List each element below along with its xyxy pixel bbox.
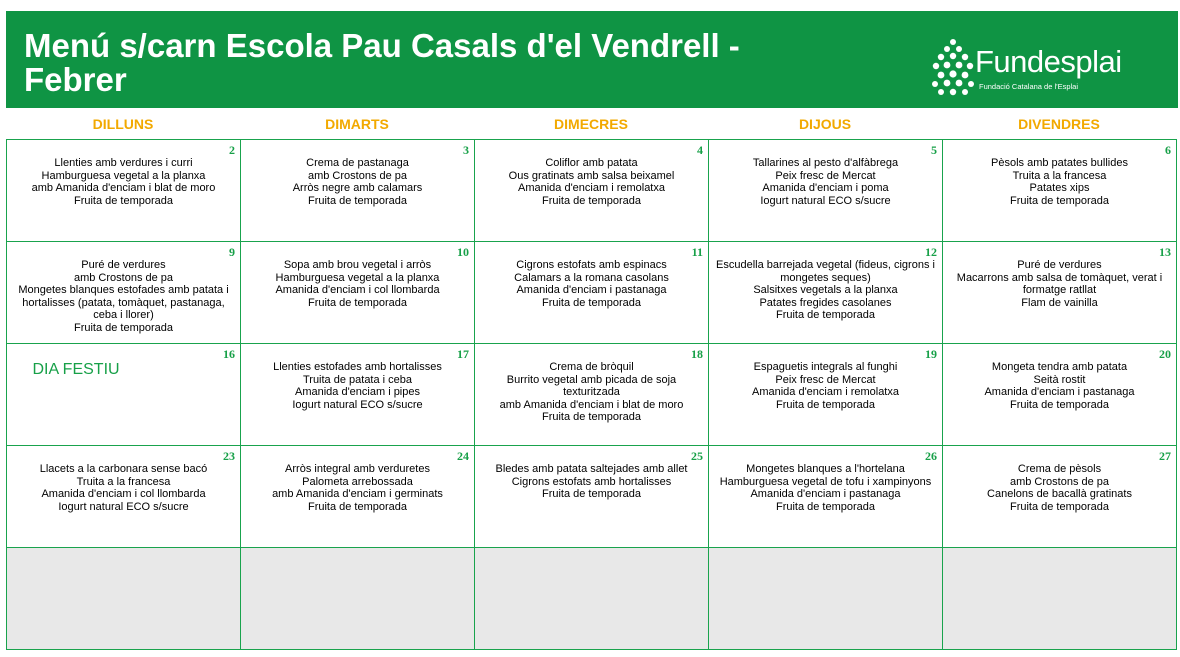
day-cell (942, 139, 1177, 242)
page-title: Menú s/carn Escola Pau Casals d'el Vendrell - Febrer (24, 27, 740, 98)
day-cell (240, 241, 475, 344)
holiday-label: DIA FESTIU (32, 361, 120, 378)
day-cell (708, 343, 943, 446)
dish-line: Fruita de temporada (307, 194, 408, 207)
dish-line: Fruita de temporada (541, 488, 642, 501)
day-cell (708, 139, 943, 242)
dish-line: Fruita de temporada (541, 296, 642, 309)
menu-dishes (947, 259, 1172, 309)
menu-dishes (479, 463, 704, 501)
weekday-label-monday: DILLUNS (92, 116, 154, 132)
day-cell (708, 241, 943, 344)
dish-line: Hamburguesa vegetal a la planxa (41, 169, 206, 182)
dish-line: Iogurt natural ECO s/sucre (58, 500, 189, 513)
empty-day-cell (6, 547, 241, 650)
menu-dishes (11, 463, 236, 513)
dish-line: Fruita de temporada (1009, 398, 1110, 411)
dish-line: Macarrons amb salsa de tomàquet, verat i formatge ratllat (956, 271, 1163, 297)
menu-dishes (947, 157, 1172, 207)
menu-dishes (713, 157, 938, 207)
dish-line: amb Amanida d'enciam i blat de moro (499, 398, 684, 411)
fundesplai-logo-icon (931, 38, 975, 98)
dish-line: Fruita de temporada (541, 194, 642, 207)
weekday-label-friday: DIVENDRES (1018, 116, 1100, 132)
dish-line: Amanida d'enciam i pastanaga (750, 488, 901, 501)
dish-line: Patates xips (1029, 182, 1090, 195)
menu-dishes (479, 259, 704, 309)
menu-dishes (947, 361, 1172, 411)
day-cell (474, 343, 709, 446)
dish-line: Amanida d'enciam i pastanaga (984, 386, 1135, 399)
dish-line: Arròs negre amb calamars (292, 182, 423, 195)
menu-dishes (11, 259, 236, 335)
dish-line: Fruita de temporada (73, 194, 174, 207)
day-number: 12 (925, 245, 937, 259)
dish-line: Calamars a la romana casolans (514, 271, 669, 284)
menu-dishes (245, 463, 470, 513)
weekday-label-tuesday: DIMARTS (325, 116, 389, 132)
menu-dishes (479, 361, 704, 424)
dish-line: Salsitxes vegetals a la planxa (753, 284, 898, 297)
dish-line: Mongetes blanques a l'hortelana (746, 463, 905, 475)
dish-line: Burrito vegetal amb picada de soja texturitzada (506, 373, 677, 399)
dish-line: Flam de vainilla (1021, 296, 1098, 309)
dish-line: Amanida d'enciam i pipes (294, 386, 420, 399)
day-cell (474, 139, 709, 242)
dish-line: amb Amanida d'enciam i germinats (272, 488, 443, 501)
dish-line: Mongetes blanques estofades amb patata i hortalisses (patata, tomàquet, pastanaga, ceba i llorer) (18, 284, 229, 322)
dish-line: Fruita de temporada (541, 411, 642, 424)
menu-dishes (479, 157, 704, 207)
day-number: 11 (691, 245, 703, 259)
day-number: 3 (463, 143, 469, 157)
dish-line: Fruita de temporada (307, 296, 408, 309)
dish-line: amb Crostons de pa (307, 169, 408, 182)
dish-line: Fruita de temporada (73, 321, 174, 334)
day-number: 27 (1159, 449, 1171, 463)
day-number: 19 (925, 347, 937, 361)
dish-line: Amanida d'enciam i pastanaga (516, 284, 667, 297)
dish-line: Fruita de temporada (1009, 500, 1110, 513)
dish-line: Crema de pastanaga (306, 157, 409, 169)
dish-line: Fruita de temporada (307, 500, 408, 513)
dish-line: Llenties amb verdures i curri (54, 157, 193, 169)
dish-line: Hamburguesa vegetal a la planxa (275, 271, 440, 284)
dish-line: Llacets a la carbonara sense bacó (39, 463, 208, 475)
day-number: 6 (1165, 143, 1171, 157)
dish-line: Pèsols amb patates bullides (991, 157, 1128, 169)
dish-line: Amanida d'enciam i col llombarda (275, 284, 440, 297)
dish-line: Amanida d'enciam i poma (762, 182, 889, 195)
menu-dishes (713, 361, 938, 411)
day-cell (474, 241, 709, 344)
dish-line: Llenties estofades amb hortalisses (273, 361, 442, 373)
logo-name: Fundesplai (975, 44, 1122, 79)
header-banner (6, 11, 1178, 108)
dish-line: Cigrons estofats amb hortalisses (511, 475, 672, 488)
dish-line: amb Crostons de pa (1009, 475, 1110, 488)
empty-day-cell (474, 547, 709, 650)
dish-line: Truita de patata i ceba (302, 373, 413, 386)
day-number: 18 (691, 347, 703, 361)
empty-day-cell (942, 547, 1177, 650)
menu-dishes (245, 361, 470, 411)
dish-line: Peix fresc de Mercat (775, 169, 876, 182)
fundesplai-logo (931, 36, 1161, 106)
menu-dishes (245, 157, 470, 207)
day-number: 26 (925, 449, 937, 463)
day-number: 13 (1159, 245, 1171, 259)
dish-line: Amanida d'enciam i remolatxa (517, 182, 665, 195)
day-cell (708, 445, 943, 548)
dish-line: Puré de verdures (1017, 259, 1102, 271)
logo-tagline: Fundació Catalana de l'Esplai (979, 82, 1078, 91)
menu-calendar-grid (6, 139, 1176, 649)
dish-line: Cigrons estofats amb espinacs (516, 259, 667, 271)
day-cell (6, 445, 241, 548)
day-number: 4 (697, 143, 703, 157)
dish-line: Seità rostit (1033, 373, 1086, 386)
day-cell (240, 445, 475, 548)
day-number: 9 (229, 245, 235, 259)
empty-day-cell (240, 547, 475, 650)
day-cell (942, 343, 1177, 446)
dish-line: amb Amanida d'enciam i blat de moro (31, 182, 216, 195)
menu-dishes (245, 259, 470, 309)
menu-dishes (713, 259, 938, 322)
dish-line: Iogurt natural ECO s/sucre (292, 398, 423, 411)
dish-line: Ous gratinats amb salsa beixamel (508, 169, 675, 182)
dish-line: Coliflor amb patata (545, 157, 638, 169)
day-number: 16 (223, 347, 235, 361)
dish-line: Fruita de temporada (775, 309, 876, 322)
dish-line: Palometa arrebossada (302, 475, 413, 488)
weekday-label-thursday: DIJOUS (798, 116, 852, 132)
dish-line: Arròs integral amb verduretes (285, 463, 430, 475)
day-cell (474, 445, 709, 548)
day-number: 24 (457, 449, 469, 463)
weekday-label-wednesday: DIMECRES (554, 116, 628, 132)
day-number: 20 (1159, 347, 1171, 361)
day-cell (6, 241, 241, 344)
day-number: 5 (931, 143, 937, 157)
dish-line: Sopa amb brou vegetal i arròs (283, 259, 432, 271)
dish-line: Peix fresc de Mercat (775, 373, 876, 386)
dish-line: amb Crostons de pa (73, 271, 174, 284)
dish-line: Iogurt natural ECO s/sucre (760, 194, 891, 207)
day-cell (240, 343, 475, 446)
dish-line: Fruita de temporada (775, 398, 876, 411)
day-cell (6, 343, 241, 446)
menu-dishes (713, 463, 938, 513)
dish-line: Truita a la francesa (1012, 169, 1107, 182)
dish-line: Tallarines al pesto d'alfàbrega (752, 157, 899, 169)
day-cell (942, 241, 1177, 344)
weekday-header-row (6, 112, 1176, 138)
empty-day-cell (708, 547, 943, 650)
dish-line: Mongeta tendra amb patata (991, 361, 1128, 373)
day-cell (240, 139, 475, 242)
day-number: 25 (691, 449, 703, 463)
dish-line: Amanida d'enciam i remolatxa (751, 386, 899, 399)
dish-line: Amanida d'enciam i col llombarda (41, 488, 206, 501)
dish-line: Truita a la francesa (76, 475, 171, 488)
dish-line: Fruita de temporada (1009, 194, 1110, 207)
menu-dishes (947, 463, 1172, 513)
day-number: 10 (457, 245, 469, 259)
menu-dishes (11, 157, 236, 207)
dish-line: Hamburguesa vegetal de tofu i xampinyons (719, 475, 932, 488)
dish-line: Puré de verdures (81, 259, 166, 271)
dish-line: Espaguetis integrals al funghi (753, 361, 898, 373)
dish-line: Patates fregides casolanes (759, 296, 892, 309)
dish-line: Crema de bròquil (549, 361, 634, 373)
dish-line: Bledes amb patata saltejades amb allet (495, 463, 688, 475)
day-number: 2 (229, 143, 235, 157)
dish-line: Escudella barrejada vegetal (fideus, cigrons i mongetes seques) (716, 259, 935, 284)
dish-line: Fruita de temporada (775, 500, 876, 513)
dish-line: Canelons de bacallà gratinats (987, 488, 1132, 501)
day-cell (942, 445, 1177, 548)
dish-line: Crema de pèsols (1017, 463, 1102, 475)
day-cell (6, 139, 241, 242)
day-number: 23 (223, 449, 235, 463)
day-number: 17 (457, 347, 469, 361)
